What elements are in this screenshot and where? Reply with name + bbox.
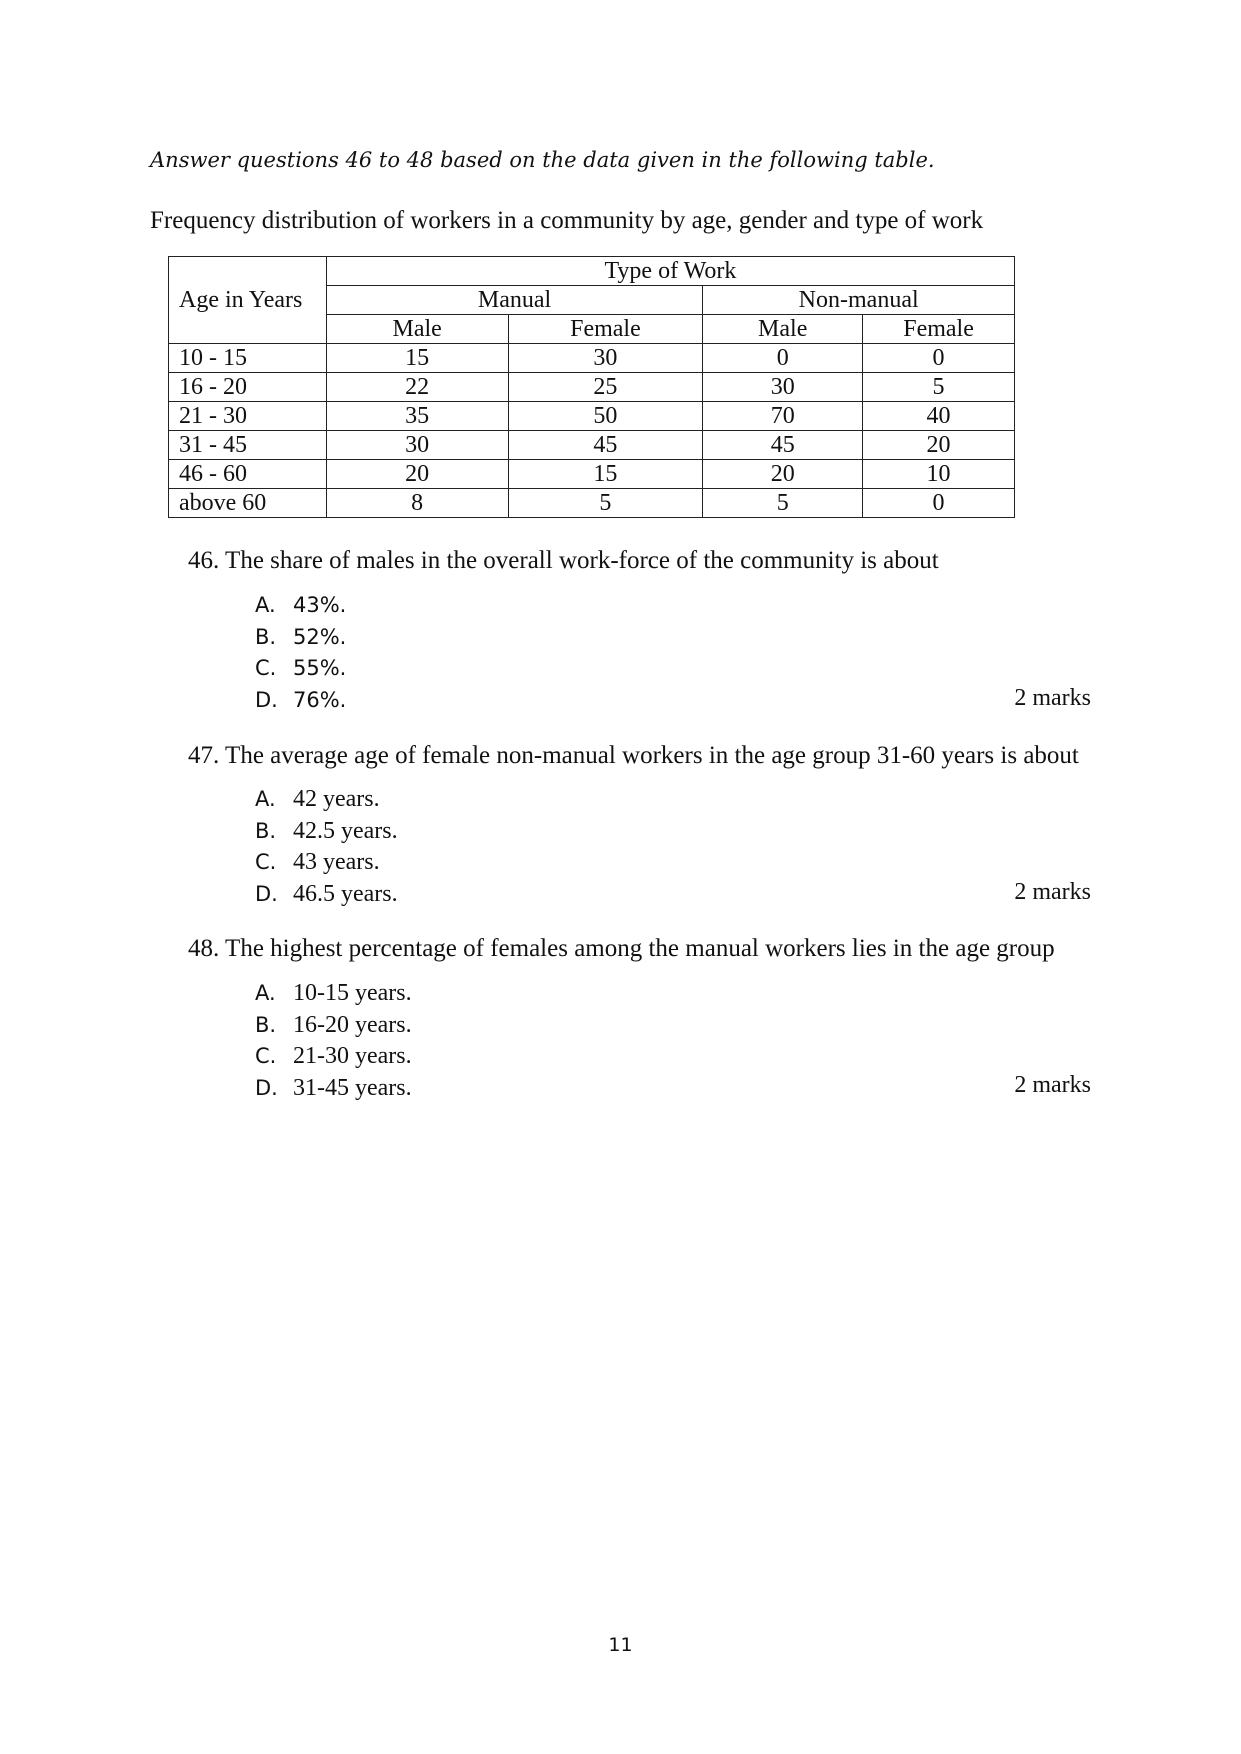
option-a[interactable] bbox=[255, 590, 346, 622]
option-text: 52%. bbox=[293, 624, 347, 649]
option-c[interactable] bbox=[255, 1041, 412, 1073]
question-46-marks: 2 marks bbox=[1014, 685, 1091, 711]
question-48-marks: 2 marks bbox=[1014, 1072, 1091, 1098]
age-cell: 31 - 45 bbox=[169, 431, 327, 460]
table-row bbox=[169, 373, 1015, 402]
option-letter: D. bbox=[255, 881, 278, 906]
group-header-type-of-work: Type of Work bbox=[326, 257, 1014, 286]
table-row bbox=[169, 431, 1015, 460]
option-letter: A. bbox=[255, 787, 276, 811]
option-letter: C. bbox=[255, 1044, 277, 1068]
value-cell: 25 bbox=[508, 373, 703, 402]
option-text: 31-45 years. bbox=[293, 1074, 412, 1101]
value-cell: 30 bbox=[326, 431, 508, 460]
age-cell: 10 - 15 bbox=[169, 344, 327, 373]
option-d[interactable] bbox=[255, 879, 398, 911]
option-letter: A. bbox=[255, 593, 276, 617]
option-letter: B. bbox=[255, 818, 277, 843]
value-cell: 20 bbox=[863, 431, 1015, 460]
value-cell: 45 bbox=[703, 431, 863, 460]
option-letter: C. bbox=[255, 850, 277, 874]
age-cell: above 60 bbox=[169, 489, 327, 518]
option-a[interactable] bbox=[255, 784, 398, 816]
question-47-stem: 47. The average age of female non-manual workers in the age group 31-60 years is about bbox=[188, 742, 1079, 769]
value-cell: 50 bbox=[508, 402, 703, 431]
option-text: 10-15 years. bbox=[293, 980, 412, 1006]
option-letter: B. bbox=[255, 1012, 277, 1037]
value-cell: 30 bbox=[508, 344, 703, 373]
option-text: 16-20 years. bbox=[293, 1011, 412, 1038]
question-46-options bbox=[255, 590, 346, 716]
table-row bbox=[169, 344, 1015, 373]
value-cell: 35 bbox=[326, 402, 508, 431]
subheader-manual-male: Male bbox=[326, 315, 508, 344]
option-text: 76%. bbox=[293, 687, 347, 712]
option-d[interactable] bbox=[255, 1073, 412, 1105]
question-48-stem: 48. The highest percentage of females among the manual workers lies in the age group bbox=[188, 935, 1055, 962]
option-b[interactable] bbox=[255, 622, 346, 654]
value-cell: 20 bbox=[703, 460, 863, 489]
group-manual: Manual bbox=[326, 286, 703, 315]
option-letter: C. bbox=[255, 656, 277, 680]
option-text: 43 years. bbox=[293, 849, 380, 875]
value-cell: 0 bbox=[863, 344, 1015, 373]
option-text: 55%. bbox=[293, 656, 347, 680]
option-a[interactable] bbox=[255, 978, 412, 1010]
subheader-nonmanual-male: Male bbox=[703, 315, 863, 344]
option-text: 43%. bbox=[293, 593, 347, 617]
option-d[interactable] bbox=[255, 685, 346, 717]
value-cell: 45 bbox=[508, 431, 703, 460]
value-cell: 0 bbox=[863, 489, 1015, 518]
question-46-stem: 46. The share of males in the overall work-force of the community is about bbox=[188, 547, 939, 574]
value-cell: 5 bbox=[508, 489, 703, 518]
option-c[interactable] bbox=[255, 847, 398, 879]
value-cell: 5 bbox=[703, 489, 863, 518]
value-cell: 5 bbox=[863, 373, 1015, 402]
table-row bbox=[169, 489, 1015, 518]
table-row bbox=[169, 460, 1015, 489]
table-row bbox=[169, 402, 1015, 431]
group-non-manual: Non-manual bbox=[703, 286, 1015, 315]
table-caption: Frequency distribution of workers in a community by age, gender and type of work bbox=[150, 207, 984, 234]
question-48-options bbox=[255, 978, 412, 1104]
question-47-marks: 2 marks bbox=[1014, 879, 1091, 905]
value-cell: 40 bbox=[863, 402, 1015, 431]
value-cell: 10 bbox=[863, 460, 1015, 489]
value-cell: 15 bbox=[508, 460, 703, 489]
value-cell: 22 bbox=[326, 373, 508, 402]
subheader-nonmanual-female: Female bbox=[863, 315, 1015, 344]
question-47-options bbox=[255, 784, 398, 910]
option-text: 42 years. bbox=[293, 786, 380, 812]
value-cell: 0 bbox=[703, 344, 863, 373]
option-text: 21-30 years. bbox=[293, 1043, 412, 1069]
age-cell: 16 - 20 bbox=[169, 373, 327, 402]
option-b[interactable] bbox=[255, 1010, 412, 1042]
option-letter: D. bbox=[255, 687, 278, 712]
option-b[interactable] bbox=[255, 816, 398, 848]
frequency-table bbox=[168, 256, 1015, 518]
option-text: 46.5 years. bbox=[293, 880, 398, 907]
option-letter: B. bbox=[255, 624, 277, 649]
option-letter: D. bbox=[255, 1075, 278, 1100]
age-cell: 46 - 60 bbox=[169, 460, 327, 489]
value-cell: 20 bbox=[326, 460, 508, 489]
option-text: 42.5 years. bbox=[293, 817, 398, 844]
option-letter: A. bbox=[255, 981, 276, 1005]
value-cell: 15 bbox=[326, 344, 508, 373]
row-header-age: Age in Years bbox=[169, 257, 327, 344]
instructions-text: Answer questions 46 to 48 based on the data given in the following table. bbox=[150, 148, 935, 172]
value-cell: 8 bbox=[326, 489, 508, 518]
value-cell: 30 bbox=[703, 373, 863, 402]
option-c[interactable] bbox=[255, 653, 346, 685]
value-cell: 70 bbox=[703, 402, 863, 431]
subheader-manual-female: Female bbox=[508, 315, 703, 344]
age-cell: 21 - 30 bbox=[169, 402, 327, 431]
page-number: 11 bbox=[608, 1634, 633, 1656]
